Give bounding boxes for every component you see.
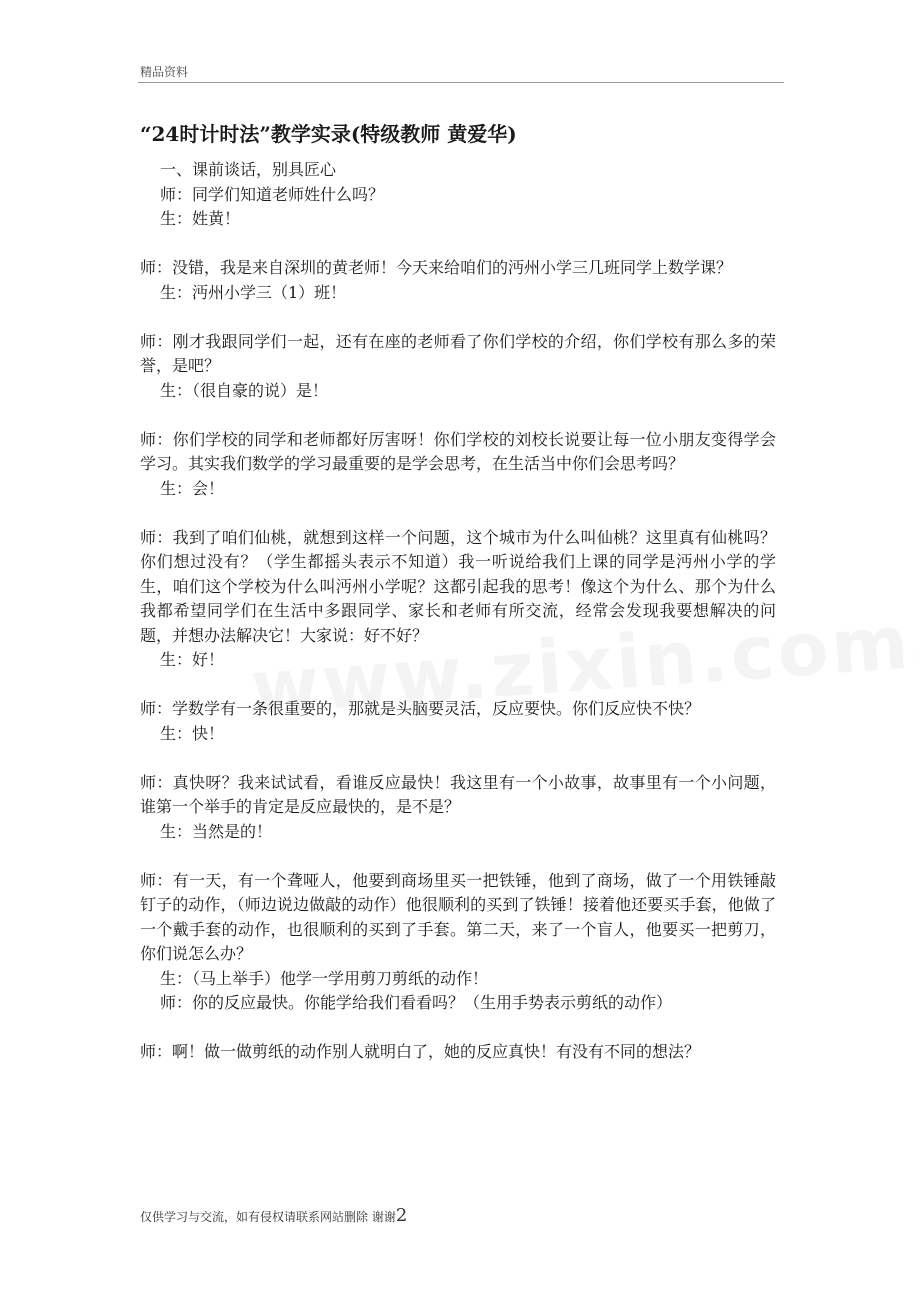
dialogue-line: 师：学数学有一条很重要的，那就是头脑要灵活，反应要快。你们反应快不快？ [140,699,701,718]
footer [140,1205,407,1226]
header-divider [138,82,784,83]
dialogue-line: 师：刚才我跟同学们一起，还有在座的老师看了你们学校的介绍，你们学校有那么多的荣誉，是吧？ [140,331,776,375]
dialogue-line: 生：快！ [160,723,225,743]
dialogue-line: 生：（很自豪的说）是！ [160,380,329,400]
dialogue-line: 师：啊！做一做剪纸的动作别人就明白了，她的反应真快！有没有不同的想法？ [140,1042,701,1061]
paragraph-gap [140,501,776,526]
paragraph-gap [140,673,776,698]
dialogue-line: 生：好！ [160,650,225,669]
paragraph-gap [140,1016,776,1041]
section-heading: 一、课前谈话，别具匠心 [160,160,337,179]
footer-note: 仅供学习与交流，如有侵权请联系网站删除 谢谢 [140,1210,396,1224]
paragraph-gap [140,305,776,330]
page-number: 2 [395,1205,408,1226]
header-label: 精品资料 [140,65,189,79]
paragraph-gap [140,403,776,428]
dialogue-line: 生：（马上举手）他学一学用剪刀剪纸的动作！ [160,968,489,988]
dialogue-line: 生：姓黄！ [160,209,241,228]
dialogue-line: 生：沔州小学三（1）班！ [160,282,347,302]
paragraph-gap [140,746,776,771]
dialogue-line: 师：有一天，有一个聋哑人，他要到商场里买一把铁锤，他到了商场，做了一个用铁锤敲钉子的动作，（师边说边做敲的动作）他很顺利的买到了铁锤！接着他还要买手套，他做了一个戴手套的动作，也很顺利的买到了手套。第二天，来了一个盲人，他要买一把剪刀，你们说怎么办？ [140,870,776,963]
dialogue-line: 师：没错，我是来自深圳的黄老师！今天来给咱们的沔州小学三几班同学上数学课？ [140,258,733,277]
dialogue-line: 生：当然是的！ [160,821,273,841]
dialogue-line: 师：我到了咱们仙桃，就想到这样一个问题，这个城市为什么叫仙桃？这里真有仙桃吗？你们想过没有？（学生都摇头表示不知道）我一听说给我们上课的同学是沔州小学的学生，咱们这个学校为什么叫沔州小学呢？这都引起我的思考！像这个为什么、那个为什么我都希望同学们在生活中多跟同学、家长和老师有所交流，经常会发现我要想解决的问题，并想办法解决它！大家说：好不好？ [140,527,776,645]
document-title: “24时计时法”教学实录(特级教师 黄爱华) [140,122,517,146]
dialogue-line: 生：会！ [160,478,225,498]
dialogue-line: 师：同学们知道老师姓什么吗？ [160,184,385,204]
document-body [140,158,776,1065]
paragraph-gap [140,844,776,869]
dialogue-line: 师：你们学校的同学和老师都好厉害呀！你们学校的刘校长说要让每一位小朋友变得学会学习。其实我们数学的学习最重要的是学会思考，在生活当中你们会思考吗？ [140,429,776,473]
paragraph-gap [140,232,776,257]
dialogue-line: 师：真快呀？我来试试看，看谁反应最快！我这里有一个小故事，故事里有一个小问题，谁第一个举手的肯定是反应最快的，是不是？ [140,772,776,816]
dialogue-line: 师：你的反应最快。你能学给我们看看吗？（生用手势表示剪纸的动作） [160,993,673,1012]
